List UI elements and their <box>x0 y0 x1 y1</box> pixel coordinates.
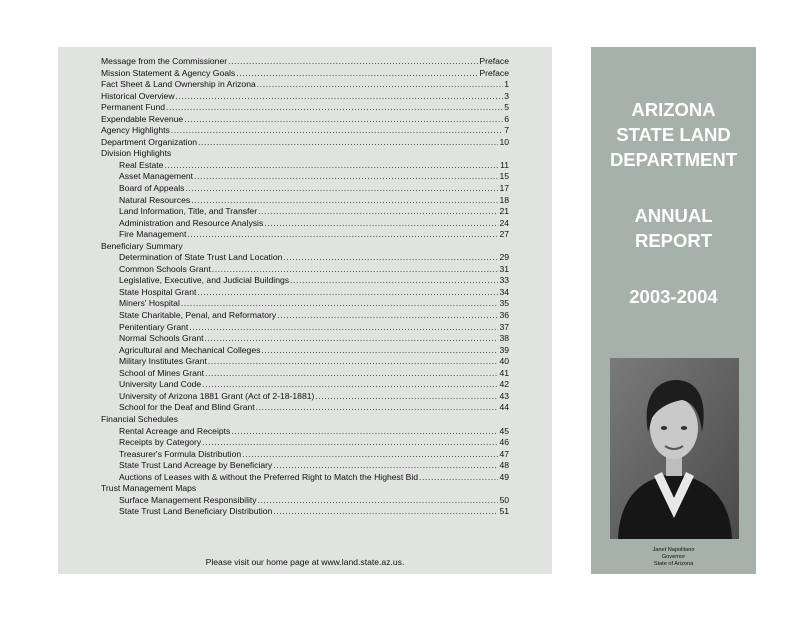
toc-leader-dots <box>205 368 498 380</box>
toc-entry <box>101 125 509 137</box>
toc-entry-title: Expendable Revenue <box>101 113 184 124</box>
toc-page-number: 29 <box>499 252 509 263</box>
cover-title <box>591 97 756 172</box>
toc-page-number: 48 <box>499 460 509 471</box>
toc-leader-dots <box>258 206 498 218</box>
toc-leader-dots <box>277 310 498 322</box>
toc-entry-title: Treasurer's Formula Distribution <box>119 448 242 459</box>
toc-entry-title: Financial Schedules <box>101 413 178 424</box>
toc-leader-dots <box>191 195 498 207</box>
toc-leader-dots <box>176 91 504 103</box>
toc-entry <box>101 195 509 207</box>
toc-entry-title: Natural Resources <box>119 194 191 205</box>
toc-entry-title: Permanent Fund <box>101 102 166 113</box>
toc-leader-dots <box>198 137 498 149</box>
toc-entry <box>101 426 509 438</box>
toc-page-number: 3 <box>504 90 509 101</box>
toc-entry <box>101 229 509 241</box>
toc-leader-dots <box>187 229 498 241</box>
toc-page-number: 40 <box>499 356 509 367</box>
portrait-caption <box>591 547 756 568</box>
toc-leader-dots <box>242 449 498 461</box>
toc-entry <box>101 506 509 518</box>
toc-entry <box>101 114 509 126</box>
toc-entry-title: Normal Schools Grant <box>119 333 204 344</box>
toc-leader-dots <box>202 379 498 391</box>
toc-entry <box>101 287 509 299</box>
toc-page-number: 15 <box>499 171 509 182</box>
toc-entry <box>101 275 509 287</box>
toc-entry-title: State Charitable, Penal, and Reformatory <box>119 310 277 321</box>
toc-entry-title: Mission Statement & Agency Goals <box>101 67 236 78</box>
toc-entry <box>101 183 509 195</box>
toc-entry-title: Beneficiary Summary <box>101 240 183 251</box>
caption-state: State of Arizona <box>653 561 694 567</box>
toc-leader-dots <box>197 287 498 299</box>
toc-page-number: 38 <box>499 333 509 344</box>
toc-leader-dots <box>202 437 498 449</box>
toc-page-number: 31 <box>499 263 509 274</box>
toc-page-number: 34 <box>499 286 509 297</box>
toc-entry-title: University Land Code <box>119 379 202 390</box>
toc-entry-title: Common Schools Grant <box>119 263 211 274</box>
toc-entry <box>101 460 509 472</box>
toc-page-number: Preface <box>479 56 509 66</box>
toc-leader-dots <box>258 495 499 507</box>
toc-page-number: 36 <box>499 310 509 321</box>
toc-leader-dots <box>212 264 499 276</box>
toc-entry <box>101 345 509 357</box>
cover-report-line: REPORT <box>634 230 713 251</box>
cover-years: 2003-2004 <box>629 286 718 307</box>
toc-entry-title: Historical Overview <box>101 90 175 101</box>
cover-title-line: STATE LAND <box>616 124 731 145</box>
toc-page-number: 5 <box>504 102 509 113</box>
toc-entry-title: Military Institutes Grant <box>119 356 207 367</box>
toc-page-number: 50 <box>499 494 509 505</box>
toc-leader-dots <box>181 298 499 310</box>
toc-section-heading <box>101 483 509 495</box>
toc-entry <box>101 310 509 322</box>
toc-page-number: 47 <box>499 448 509 459</box>
caption-role: Governor <box>661 554 686 560</box>
toc-leader-dots <box>164 160 499 172</box>
toc-entry-title: School for the Deaf and Blind Grant <box>119 402 255 413</box>
toc-entry <box>101 495 509 507</box>
toc-entry-title: Receipts by Category <box>119 437 202 448</box>
toc-entry <box>101 437 509 449</box>
toc-entry-title: Rental Acreage and Receipts <box>119 425 231 436</box>
toc-section-heading <box>101 148 509 160</box>
toc-page-number: 43 <box>499 390 509 401</box>
cover-title-line: ARIZONA <box>631 99 716 120</box>
toc-entry-title: Surface Management Responsibility <box>119 494 257 505</box>
toc-list <box>101 56 509 518</box>
toc-entry <box>101 252 509 264</box>
toc-entry-title: Trust Management Maps <box>101 483 197 494</box>
toc-leader-dots <box>171 125 503 137</box>
toc-leader-dots <box>194 171 498 183</box>
toc-page-number: 10 <box>499 136 509 147</box>
toc-leader-dots <box>189 322 498 334</box>
toc-entry-title: Miners' Hospital <box>119 298 180 309</box>
toc-entry <box>101 206 509 218</box>
toc-page-number: 39 <box>499 344 509 355</box>
toc-leader-dots <box>205 333 499 345</box>
toc-entry <box>101 264 509 276</box>
toc-entry <box>101 402 509 414</box>
toc-entry <box>101 298 509 310</box>
toc-entry <box>101 102 509 114</box>
toc-entry-title: Penitentiary Grant <box>119 321 189 332</box>
toc-entry <box>101 391 509 403</box>
toc-leader-dots <box>283 252 498 264</box>
toc-entry <box>101 137 509 149</box>
toc-leader-dots <box>184 114 503 126</box>
toc-page-number: 24 <box>499 217 509 228</box>
toc-entry <box>101 449 509 461</box>
toc-section-heading <box>101 414 509 426</box>
cover-report-line: ANNUAL <box>634 205 713 226</box>
toc-entry <box>101 68 509 80</box>
toc-entry <box>101 368 509 380</box>
toc-entry <box>101 56 509 68</box>
toc-entry-title: Agency Highlights <box>101 125 170 136</box>
toc-entry <box>101 356 509 368</box>
toc-leader-dots <box>419 472 498 484</box>
toc-entry-title: Administration and Resource Analysis <box>119 217 264 228</box>
toc-entry-title: Fact Sheet & Land Ownership in Arizona <box>101 79 256 90</box>
toc-entry-title: Division Highlights <box>101 148 172 159</box>
toc-entry-title: Auctions of Leases with & without the Preferred Right to Match the Highest Bid <box>119 471 419 482</box>
toc-entry <box>101 91 509 103</box>
toc-leader-dots <box>257 79 503 91</box>
toc-page-number: 44 <box>499 402 509 413</box>
toc-page-number: 18 <box>499 194 509 205</box>
toc-page-number: 37 <box>499 321 509 332</box>
toc-entry-title: Department Organization <box>101 136 198 147</box>
toc-page-number: 6 <box>504 113 509 124</box>
toc-leader-dots <box>236 68 478 80</box>
toc-entry <box>101 333 509 345</box>
toc-entry <box>101 322 509 334</box>
toc-page-number: 1 <box>504 79 509 90</box>
toc-entry-title: State Trust Land Beneficiary Distribution <box>119 506 273 517</box>
toc-entry-title: University of Arizona 1881 Grant (Act of 2-18-1881) <box>119 390 315 401</box>
toc-section-heading <box>101 241 509 253</box>
toc-leader-dots <box>273 460 498 472</box>
toc-entry-title: Board of Appeals <box>119 183 185 194</box>
cover-title-line: DEPARTMENT <box>609 149 738 170</box>
toc-page-number: 49 <box>499 471 509 482</box>
toc-page-number: 42 <box>499 379 509 390</box>
toc-leader-dots <box>228 56 478 68</box>
toc-entry-title: School of Mines Grant <box>119 367 205 378</box>
toc-page-number: 51 <box>499 506 509 517</box>
toc-leader-dots <box>315 391 498 403</box>
toc-leader-dots <box>208 356 499 368</box>
toc-leader-dots <box>231 426 498 438</box>
toc-page-number: 33 <box>499 275 509 286</box>
toc-entry <box>101 171 509 183</box>
toc-entry <box>101 379 509 391</box>
toc-entry-title: Real Estate <box>119 159 164 170</box>
toc-entry-title: Land Information, Title, and Transfer <box>119 206 258 217</box>
portrait-illustration <box>610 358 739 539</box>
toc-page-number: 41 <box>499 367 509 378</box>
toc-page-number: 7 <box>504 125 509 136</box>
toc-leader-dots <box>185 183 498 195</box>
toc-entry-title: State Hospital Grant <box>119 286 197 297</box>
toc-entry <box>101 472 509 484</box>
toc-page-number: Preface <box>479 67 509 78</box>
caption-name: Janet Napolitano <box>652 547 695 553</box>
cover-report-label <box>591 203 756 253</box>
table-of-contents-panel <box>58 47 552 574</box>
toc-entry <box>101 79 509 91</box>
toc-page-number: 21 <box>499 206 509 217</box>
toc-page-number: 17 <box>499 183 509 194</box>
website-note: Please visit our home page at www.land.state.az.us. <box>205 557 405 567</box>
toc-entry-title: Agricultural and Mechanical Colleges <box>119 344 261 355</box>
toc-page-number: 27 <box>499 229 509 240</box>
toc-page-number: 11 <box>500 159 509 170</box>
toc-entry-title: State Trust Land Acreage by Beneficiary <box>119 460 273 471</box>
toc-leader-dots <box>290 275 498 287</box>
toc-entry-title: Fire Management <box>119 229 187 240</box>
governor-portrait <box>610 358 739 539</box>
toc-leader-dots <box>261 345 498 357</box>
toc-entry-title: Legislative, Executive, and Judicial Buildings <box>119 275 290 286</box>
toc-entry <box>101 160 509 172</box>
toc-page-number: 45 <box>499 425 509 436</box>
toc-leader-dots <box>256 402 499 414</box>
toc-entry <box>101 218 509 230</box>
toc-entry-title: Message from the Commissioner <box>101 56 228 66</box>
toc-leader-dots <box>264 218 498 230</box>
toc-entry-title: Asset Management <box>119 171 194 182</box>
toc-leader-dots <box>166 102 503 114</box>
toc-entry-title: Determination of State Trust Land Location <box>119 252 283 263</box>
cover-panel <box>591 47 756 574</box>
toc-leader-dots <box>273 506 498 518</box>
toc-page-number: 46 <box>499 437 509 448</box>
toc-page-number: 35 <box>499 298 509 309</box>
